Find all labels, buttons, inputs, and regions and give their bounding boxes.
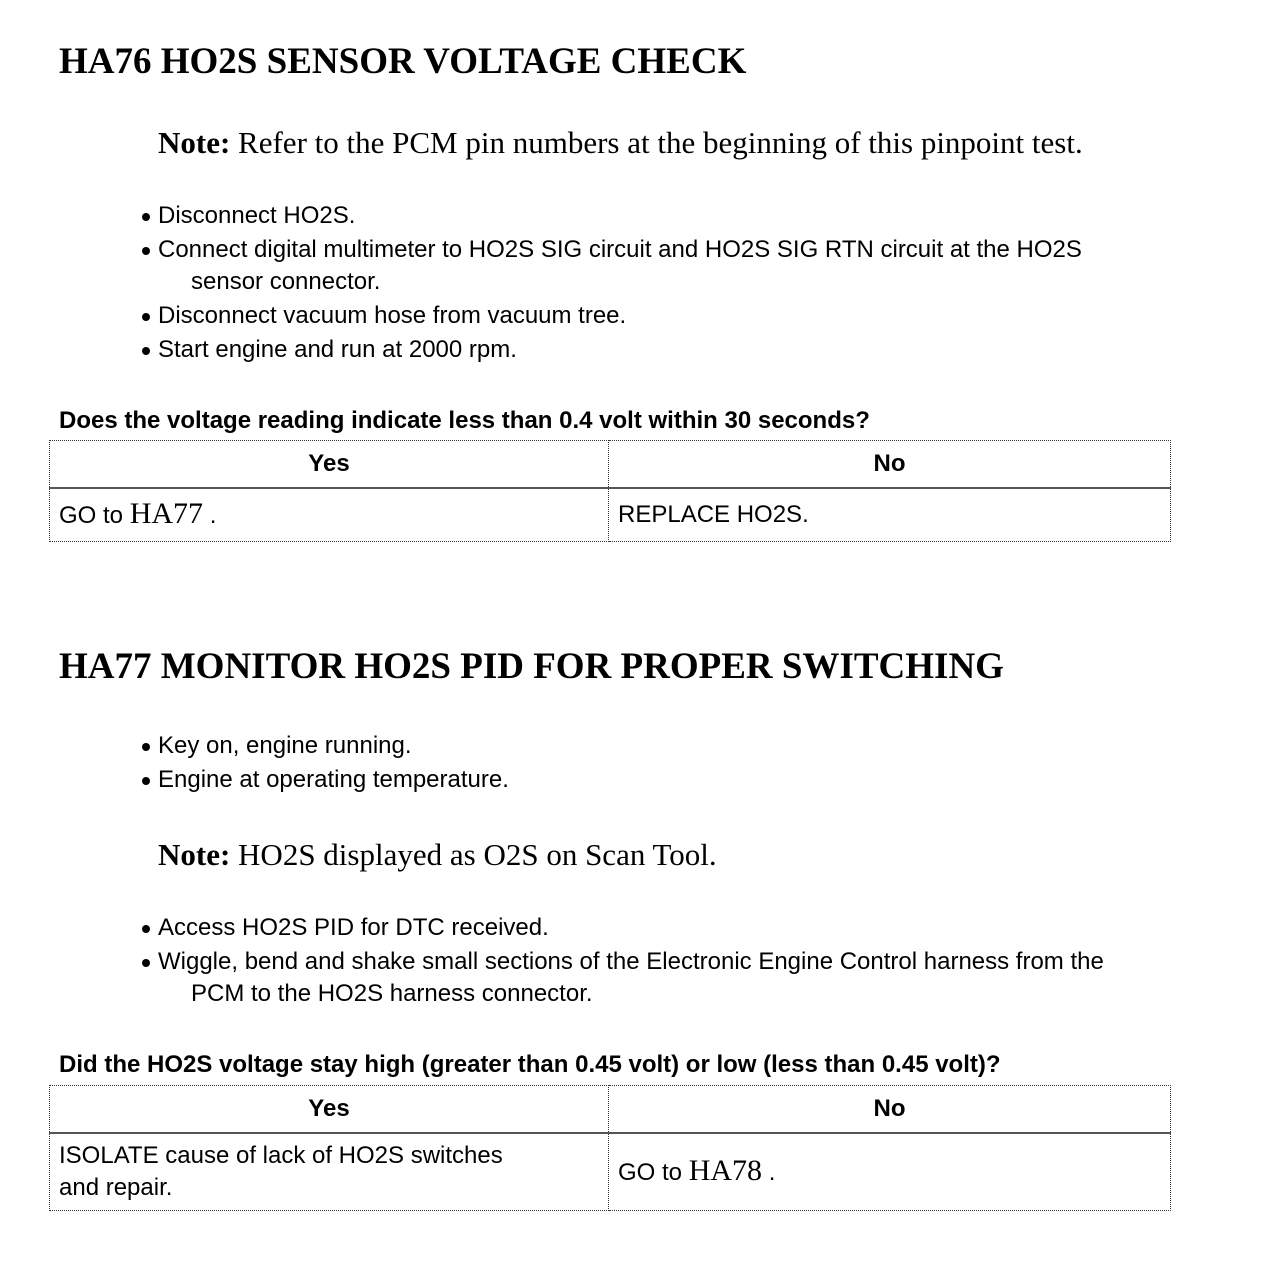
note-text: HO2S displayed as O2S on Scan Tool. [230, 837, 717, 872]
bullet-icon [142, 959, 150, 967]
note-label: Note: [158, 837, 231, 872]
bullet-icon [142, 743, 150, 751]
no-cell: REPLACE HO2S. [609, 488, 1171, 542]
list-item: Disconnect HO2S. [140, 200, 1082, 232]
no-header: No [609, 1086, 1171, 1134]
bullet-icon [142, 777, 150, 785]
yes-cell: ISOLATE cause of lack of HO2S switches and repair. [50, 1133, 609, 1211]
yes-header: Yes [50, 1086, 609, 1134]
question: Does the voltage reading indicate less than 0.4 volt within 30 seconds? [59, 407, 870, 434]
bullet-icon [142, 925, 150, 933]
section-title: HA77 MONITOR HO2S PID FOR PROPER SWITCHING [59, 646, 1004, 687]
ha78-link[interactable]: HA78 [688, 1154, 763, 1187]
table-header-row [50, 1086, 1171, 1134]
yes-cell: GO to HA77 . [50, 488, 609, 542]
bullet-icon [142, 247, 150, 255]
list-item: Engine at operating temperature. [140, 764, 509, 796]
yes-no-table [49, 1085, 1171, 1211]
list-item: Key on, engine running. [140, 730, 509, 762]
table-header-row [50, 441, 1171, 489]
section-title: HA76 HO2S SENSOR VOLTAGE CHECK [59, 41, 747, 82]
table-row [50, 488, 1171, 542]
note-label: Note: [158, 125, 231, 160]
note [158, 836, 717, 874]
bullet-icon [142, 313, 150, 321]
yes-no-table [49, 440, 1171, 542]
bullet-icon [142, 347, 150, 355]
list-item: Wiggle, bend and shake small sections of the Electronic Engine Control harness from the PCM to the HO2S harness connector. [140, 946, 1104, 1010]
note [158, 124, 1083, 162]
list-item: Connect digital multimeter to HO2S SIG circuit and HO2S SIG RTN circuit at the HO2S sensor connector. [140, 234, 1082, 298]
list-item: Start engine and run at 2000 rpm. [140, 334, 1082, 366]
note-text: Refer to the PCM pin numbers at the beginning of this pinpoint test. [230, 125, 1083, 160]
no-header: No [609, 441, 1171, 489]
bullet-icon [142, 213, 150, 221]
yes-header: Yes [50, 441, 609, 489]
list-item: Disconnect vacuum hose from vacuum tree. [140, 300, 1082, 332]
table-row [50, 1133, 1171, 1211]
question: Did the HO2S voltage stay high (greater than 0.45 volt) or low (less than 0.45 volt)? [59, 1051, 1001, 1078]
step-list [140, 200, 1082, 368]
step-list [140, 730, 509, 798]
step-list [140, 912, 1104, 1012]
no-cell: GO to HA78 . [609, 1133, 1171, 1211]
list-item: Access HO2S PID for DTC received. [140, 912, 1104, 944]
ha77-link[interactable]: HA77 [129, 497, 204, 530]
